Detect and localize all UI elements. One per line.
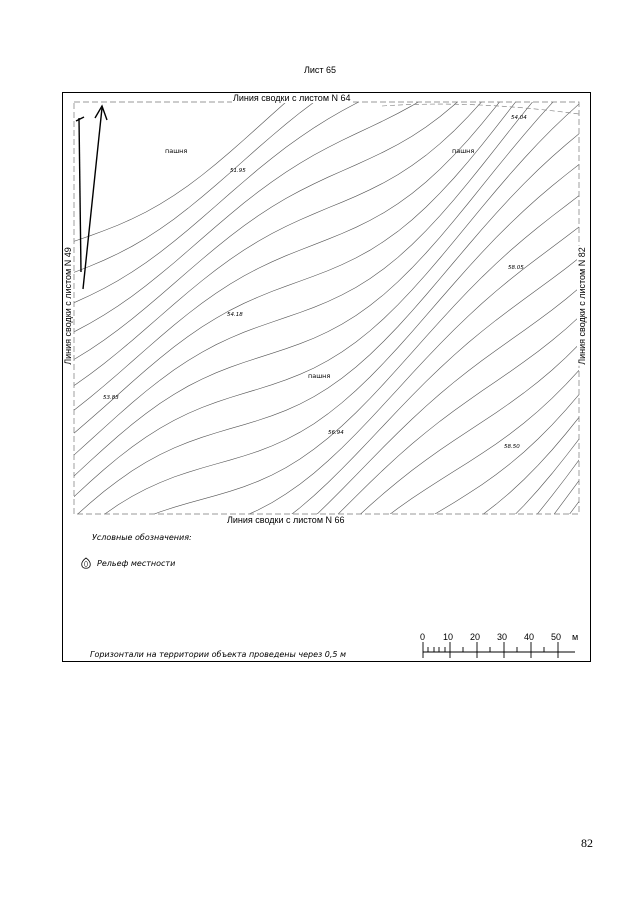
elevation-label: 54.04 (511, 115, 527, 121)
contour-line (62, 162, 591, 571)
contour-line (62, 92, 591, 308)
sheet-title: Лист 65 (303, 65, 337, 75)
scale-unit: м (572, 632, 579, 642)
scale-tick-label: 40 (524, 632, 535, 642)
scale-tick-label: 50 (551, 632, 562, 642)
north-arrow-icon (76, 106, 107, 289)
elevation-label: 51.95 (230, 168, 246, 174)
elevation-label: 54.18 (227, 312, 243, 318)
contour-line (62, 272, 591, 662)
landuse-label: пашня (452, 147, 475, 155)
page-number: 82 (581, 836, 593, 850)
contour-line (62, 525, 591, 662)
border-label-left: Линия сводки с листом N 49 (63, 247, 73, 365)
landuse-label: пашня (165, 147, 188, 155)
scale-tick-label: 30 (497, 632, 508, 642)
contour-line (62, 554, 591, 662)
elevation-label: 58.05 (508, 265, 524, 271)
scale-tick-label: 10 (443, 632, 454, 642)
contour-line (62, 424, 591, 663)
border-label-right: Линия сводки с листом N 82 (577, 247, 587, 365)
contour-line (62, 318, 591, 662)
contour-line (62, 339, 591, 662)
landuse-label: пашня (308, 372, 331, 380)
elevation-label: 56.94 (328, 430, 344, 436)
contour-line (62, 92, 591, 419)
scale-bar (423, 642, 575, 658)
contour-line (62, 100, 591, 529)
border-label-top: Линия сводки с листом N 64 (233, 93, 351, 103)
survey-boundary (74, 102, 579, 514)
elevation-label: 53.83 (103, 395, 119, 401)
contour-line (62, 131, 591, 549)
contour-line (62, 360, 591, 662)
legend-item-label: Рельеф местности (97, 559, 176, 568)
contour-line (62, 92, 591, 394)
contour-interval-note: Горизонтали на территории объекта проведены через 0,5 м (90, 650, 347, 659)
relief-symbol-icon (80, 557, 92, 571)
border-label-bottom: Линия сводки с листом N 66 (227, 515, 345, 525)
scale-tick-label: 0 (420, 632, 426, 642)
scale-tick-label: 20 (470, 632, 481, 642)
contour-line (62, 447, 591, 663)
contour-line (62, 92, 591, 487)
legend-title: Условные обозначения: (92, 533, 192, 542)
contour-line (62, 296, 591, 662)
contour-line (62, 92, 591, 338)
elevation-label: 58.50 (504, 444, 520, 450)
contour-line (62, 92, 591, 366)
